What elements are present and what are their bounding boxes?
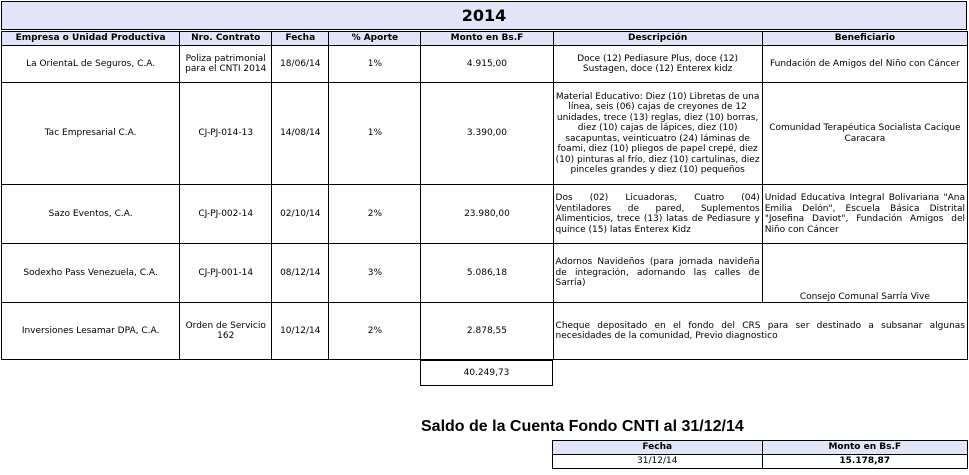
monto-cell: 2.878,55 [421,303,553,360]
empresa-cell: Inversiones Lesamar DPA, C.A. [2,303,180,360]
saldo-title: Saldo de la Cuenta Fondo CNTI al 31/12/14 [421,418,744,435]
contrato-cell: CJ-PJ-014-13 [180,83,272,185]
column-header: Descripción [553,32,762,46]
table-row [2,185,968,244]
aporte-cell: 1% [329,46,421,83]
descripcion-cell: Cheque depositado en el fondo del CRS para ser destinado a subsanar algunas necesidades de la comunidad, Previo diagnostico [553,303,967,360]
descripcion-cell: Material Educativo: Diez (10) Libretas de una línea, seis (06) cajas de creyones de 12 unidades, trece (13) reglas, diez (10) borras, diez (10) cajas de lápices, diez (10) sacapuntas, veinticuatro (24) láminas de foami, diez (10) pliegos de papel crepé, diez (10) pinturas al frío, diez (10) cartulinas, diez pinceles grandes y diez (10) pequeños [553,83,762,185]
contrato-cell: Orden de Servicio 162 [180,303,272,360]
column-header: Empresa o Unidad Productiva [2,32,180,46]
aporte-cell: 2% [329,303,421,360]
total-table [420,360,553,386]
total-amount: 40.249,73 [421,361,553,386]
beneficiario-cell: Fundación de Amigos del Niño con Cáncer [762,46,967,83]
beneficiario-cell: Unidad Educativa Integral Bolivariana "Ana Emilia Delón", Escuela Básica Distrital "Josefina Daviot", Fundación Amigos del Niño con Cáncer [762,185,967,244]
table-row [2,83,968,185]
saldo-fecha-value: 31/12/14 [553,455,763,469]
saldo-monto-header: Monto en Bs.F [762,441,968,455]
descripcion-cell: Adornos Navideños (para jornada navideña de integración, adornando las calles de Sarría) [553,244,762,303]
fecha-cell: 10/12/14 [272,303,329,360]
column-header: Beneficiario [762,32,967,46]
fecha-cell: 08/12/14 [272,244,329,303]
aporte-cell: 1% [329,83,421,185]
fecha-cell: 02/10/14 [272,185,329,244]
contrato-cell: Poliza patrimonial para el CNTI 2014 [180,46,272,83]
table-header-row [2,32,968,46]
saldo-fecha-header: Fecha [553,441,763,455]
empresa-cell: Sodexho Pass Venezuela, C.A. [2,244,180,303]
descripcion-cell: Doce (12) Pediasure Plus, doce (12) Sustagen, doce (12) Enterex kidz [553,46,762,83]
monto-cell: 5.086,18 [421,244,553,303]
beneficiario-cell: Consejo Comunal Sarría Vive [762,244,967,303]
monto-cell: 3.390,00 [421,83,553,185]
descripcion-cell: Dos (02) Licuadoras, Cuatro (04) Ventiladores de pared, Suplementos Alimenticios, trece (13) latas de Pediasure y quince (15) latas Enterex Kidz [553,185,762,244]
year-title: 2014 [1,1,967,30]
monto-cell: 23.980,00 [421,185,553,244]
contrato-cell: CJ-PJ-001-14 [180,244,272,303]
aporte-cell: 2% [329,185,421,244]
saldo-monto-value: 15.178,87 [762,455,968,469]
contrato-cell: CJ-PJ-002-14 [180,185,272,244]
column-header: % Aporte [329,32,421,46]
table-row [2,303,968,360]
saldo-table [552,440,968,469]
beneficiario-cell: Comunidad Terapéutica Socialista Cacique Caracara [762,83,967,185]
fecha-cell: 14/08/14 [272,83,329,185]
empresa-cell: Tac Empresarial C.A. [2,83,180,185]
fecha-cell: 18/06/14 [272,46,329,83]
empresa-cell: Sazo Eventos, C.A. [2,185,180,244]
column-header: Nro. Contrato [180,32,272,46]
monto-cell: 4.915,00 [421,46,553,83]
table-row [2,244,968,303]
contributions-table [1,31,968,360]
aporte-cell: 3% [329,244,421,303]
table-row [2,46,968,83]
column-header: Monto en Bs.F [421,32,553,46]
column-header: Fecha [272,32,329,46]
empresa-cell: La OrientaL de Seguros, C.A. [2,46,180,83]
